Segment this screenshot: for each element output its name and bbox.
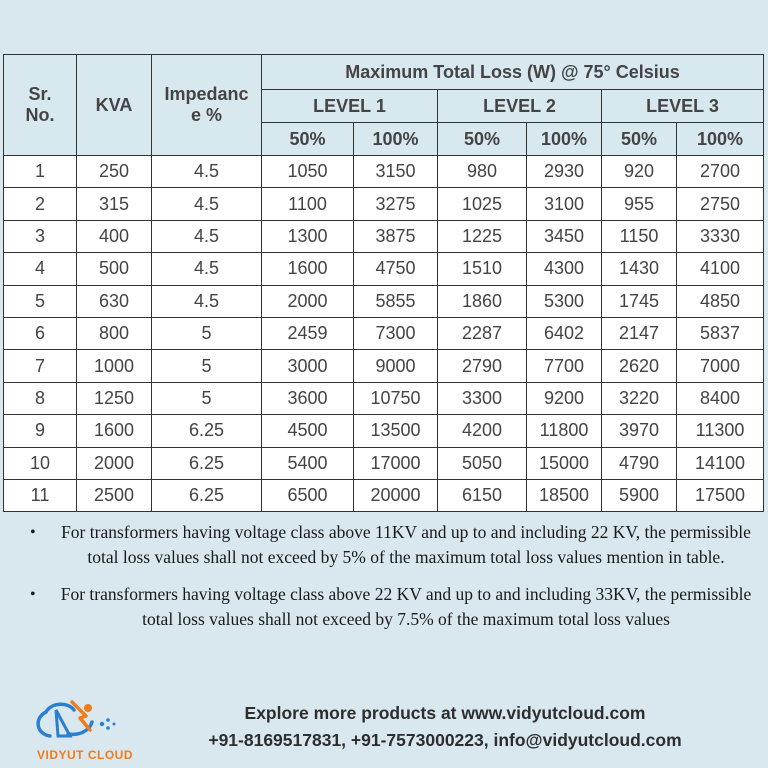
website-line[interactable]: Explore more products at www.vidyutcloud.com bbox=[244, 703, 646, 723]
header-max-total-loss: Maximum Total Loss (W) @ 75° Celsius bbox=[262, 55, 764, 90]
table-cell: 1150 bbox=[602, 220, 677, 252]
table-cell: 9000 bbox=[354, 350, 438, 382]
table-cell: 7300 bbox=[354, 317, 438, 349]
table-cell: 6.25 bbox=[152, 415, 262, 447]
header-level-3-50: 50% bbox=[602, 123, 677, 156]
table-cell: 4300 bbox=[527, 253, 602, 285]
table-cell: 4.5 bbox=[152, 188, 262, 220]
table-cell: 5 bbox=[152, 317, 262, 349]
bullet-icon: • bbox=[30, 586, 36, 603]
vidyut-cloud-logo bbox=[28, 696, 138, 762]
table-cell: 6402 bbox=[527, 317, 602, 349]
table-cell: 2 bbox=[4, 188, 77, 220]
table-cell: 3300 bbox=[438, 382, 527, 414]
header-level-1: LEVEL 1 bbox=[262, 90, 438, 123]
table-cell: 11 bbox=[4, 479, 77, 511]
table-cell: 4500 bbox=[262, 415, 354, 447]
bullet-icon: • bbox=[30, 524, 36, 541]
table-cell: 1100 bbox=[262, 188, 354, 220]
table-cell: 1225 bbox=[438, 220, 527, 252]
table-cell: 3150 bbox=[354, 156, 438, 188]
table-cell: 11300 bbox=[677, 415, 764, 447]
table-cell: 3000 bbox=[262, 350, 354, 382]
header-level-2-50: 50% bbox=[438, 123, 527, 156]
table-cell: 2700 bbox=[677, 156, 764, 188]
header-level-3: LEVEL 3 bbox=[602, 90, 764, 123]
table-cell: 1000 bbox=[77, 350, 152, 382]
table-cell: 11800 bbox=[527, 415, 602, 447]
table-cell: 1050 bbox=[262, 156, 354, 188]
table-cell: 1600 bbox=[77, 415, 152, 447]
table-cell: 3 bbox=[4, 220, 77, 252]
table-cell: 17500 bbox=[677, 479, 764, 511]
table-cell: 9200 bbox=[527, 382, 602, 414]
table-row bbox=[4, 350, 764, 382]
table-cell: 3970 bbox=[602, 415, 677, 447]
table-cell: 20000 bbox=[354, 479, 438, 511]
table-cell: 5 bbox=[152, 382, 262, 414]
table-cell: 955 bbox=[602, 188, 677, 220]
table-cell: 14100 bbox=[677, 447, 764, 479]
table-cell: 5 bbox=[4, 285, 77, 317]
table-cell: 3600 bbox=[262, 382, 354, 414]
table-cell: 920 bbox=[602, 156, 677, 188]
table-cell: 4750 bbox=[354, 253, 438, 285]
table-cell: 4.5 bbox=[152, 156, 262, 188]
table-cell: 1025 bbox=[438, 188, 527, 220]
table-cell: 3875 bbox=[354, 220, 438, 252]
table-row bbox=[4, 479, 764, 511]
header-impedance: Impedanc e % bbox=[152, 55, 262, 156]
table-cell: 980 bbox=[438, 156, 527, 188]
notes-list bbox=[30, 520, 760, 644]
table-row bbox=[4, 253, 764, 285]
table-cell: 3100 bbox=[527, 188, 602, 220]
table-cell: 400 bbox=[77, 220, 152, 252]
table-cell: 1 bbox=[4, 156, 77, 188]
table-cell: 2930 bbox=[527, 156, 602, 188]
table-cell: 5400 bbox=[262, 447, 354, 479]
note-text: For transformers having voltage class above 22 KV and up to and including 33KV, the permissible total loss values shall not exceed by 7.5% of the maximum total loss values bbox=[60, 584, 752, 629]
table-cell: 4.5 bbox=[152, 285, 262, 317]
table-cell: 4.5 bbox=[152, 220, 262, 252]
table-cell: 5855 bbox=[354, 285, 438, 317]
table-cell: 1510 bbox=[438, 253, 527, 285]
table-cell: 500 bbox=[77, 253, 152, 285]
table-cell: 1600 bbox=[262, 253, 354, 285]
table-cell: 6.25 bbox=[152, 447, 262, 479]
table-cell: 4 bbox=[4, 253, 77, 285]
table-cell: 4100 bbox=[677, 253, 764, 285]
table-cell: 800 bbox=[77, 317, 152, 349]
table-cell: 13500 bbox=[354, 415, 438, 447]
table-body bbox=[4, 156, 764, 512]
table-cell: 1300 bbox=[262, 220, 354, 252]
table-cell: 10 bbox=[4, 447, 77, 479]
table-cell: 2790 bbox=[438, 350, 527, 382]
table-cell: 6.25 bbox=[152, 479, 262, 511]
table-cell: 2750 bbox=[677, 188, 764, 220]
header-level-3-100: 100% bbox=[677, 123, 764, 156]
table-cell: 7700 bbox=[527, 350, 602, 382]
table-row bbox=[4, 415, 764, 447]
table-cell: 2500 bbox=[77, 479, 152, 511]
header-level-1-100: 100% bbox=[354, 123, 438, 156]
table-row bbox=[4, 447, 764, 479]
table-cell: 630 bbox=[77, 285, 152, 317]
loss-table-container bbox=[3, 54, 763, 512]
note-text: For transformers having voltage class above 11KV and up to and including 22 KV, the permissible total loss values shall not exceed by 5% of the maximum total loss values mention in table. bbox=[61, 522, 751, 567]
table-row bbox=[4, 156, 764, 188]
table-cell: 2000 bbox=[77, 447, 152, 479]
table-cell: 4200 bbox=[438, 415, 527, 447]
table-cell: 18500 bbox=[527, 479, 602, 511]
header-sr-no: Sr. No. bbox=[4, 55, 77, 156]
table-cell: 5050 bbox=[438, 447, 527, 479]
table-cell: 2287 bbox=[438, 317, 527, 349]
table-cell: 2620 bbox=[602, 350, 677, 382]
table-cell: 17000 bbox=[354, 447, 438, 479]
contact-info bbox=[150, 700, 740, 754]
table-cell: 5837 bbox=[677, 317, 764, 349]
table-cell: 3220 bbox=[602, 382, 677, 414]
header-level-1-50: 50% bbox=[262, 123, 354, 156]
table-cell: 5900 bbox=[602, 479, 677, 511]
header-level-2: LEVEL 2 bbox=[438, 90, 602, 123]
table-cell: 2459 bbox=[262, 317, 354, 349]
table-row bbox=[4, 285, 764, 317]
table-cell: 6 bbox=[4, 317, 77, 349]
table-cell: 10750 bbox=[354, 382, 438, 414]
note-item bbox=[30, 582, 760, 632]
table-cell: 1250 bbox=[77, 382, 152, 414]
footer bbox=[0, 690, 768, 768]
table-cell: 315 bbox=[77, 188, 152, 220]
table-cell: 2147 bbox=[602, 317, 677, 349]
header-level-2-100: 100% bbox=[527, 123, 602, 156]
table-cell: 1430 bbox=[602, 253, 677, 285]
table-cell: 4.5 bbox=[152, 253, 262, 285]
table-cell: 9 bbox=[4, 415, 77, 447]
note-item bbox=[30, 520, 760, 570]
header-kva: KVA bbox=[77, 55, 152, 156]
table-cell: 7000 bbox=[677, 350, 764, 382]
table-cell: 3330 bbox=[677, 220, 764, 252]
table-cell: 2000 bbox=[262, 285, 354, 317]
table-cell: 8400 bbox=[677, 382, 764, 414]
table-cell: 3450 bbox=[527, 220, 602, 252]
table-row bbox=[4, 317, 764, 349]
table-cell: 8 bbox=[4, 382, 77, 414]
loss-table bbox=[3, 54, 764, 512]
lightning-plug-icon bbox=[28, 696, 138, 748]
table-cell: 5300 bbox=[527, 285, 602, 317]
table-cell: 3275 bbox=[354, 188, 438, 220]
table-cell: 1860 bbox=[438, 285, 527, 317]
table-cell: 6500 bbox=[262, 479, 354, 511]
table-cell: 15000 bbox=[527, 447, 602, 479]
logo-text: VIDYUT CLOUD bbox=[37, 748, 133, 762]
phone-email-line[interactable]: +91-8169517831, +91-7573000223, info@vidyutcloud.com bbox=[208, 730, 682, 750]
table-cell: 4850 bbox=[677, 285, 764, 317]
table-cell: 1745 bbox=[602, 285, 677, 317]
table-cell: 4790 bbox=[602, 447, 677, 479]
table-cell: 5 bbox=[152, 350, 262, 382]
table-cell: 7 bbox=[4, 350, 77, 382]
table-row bbox=[4, 220, 764, 252]
table-row bbox=[4, 188, 764, 220]
table-cell: 250 bbox=[77, 156, 152, 188]
table-row bbox=[4, 382, 764, 414]
table-cell: 6150 bbox=[438, 479, 527, 511]
